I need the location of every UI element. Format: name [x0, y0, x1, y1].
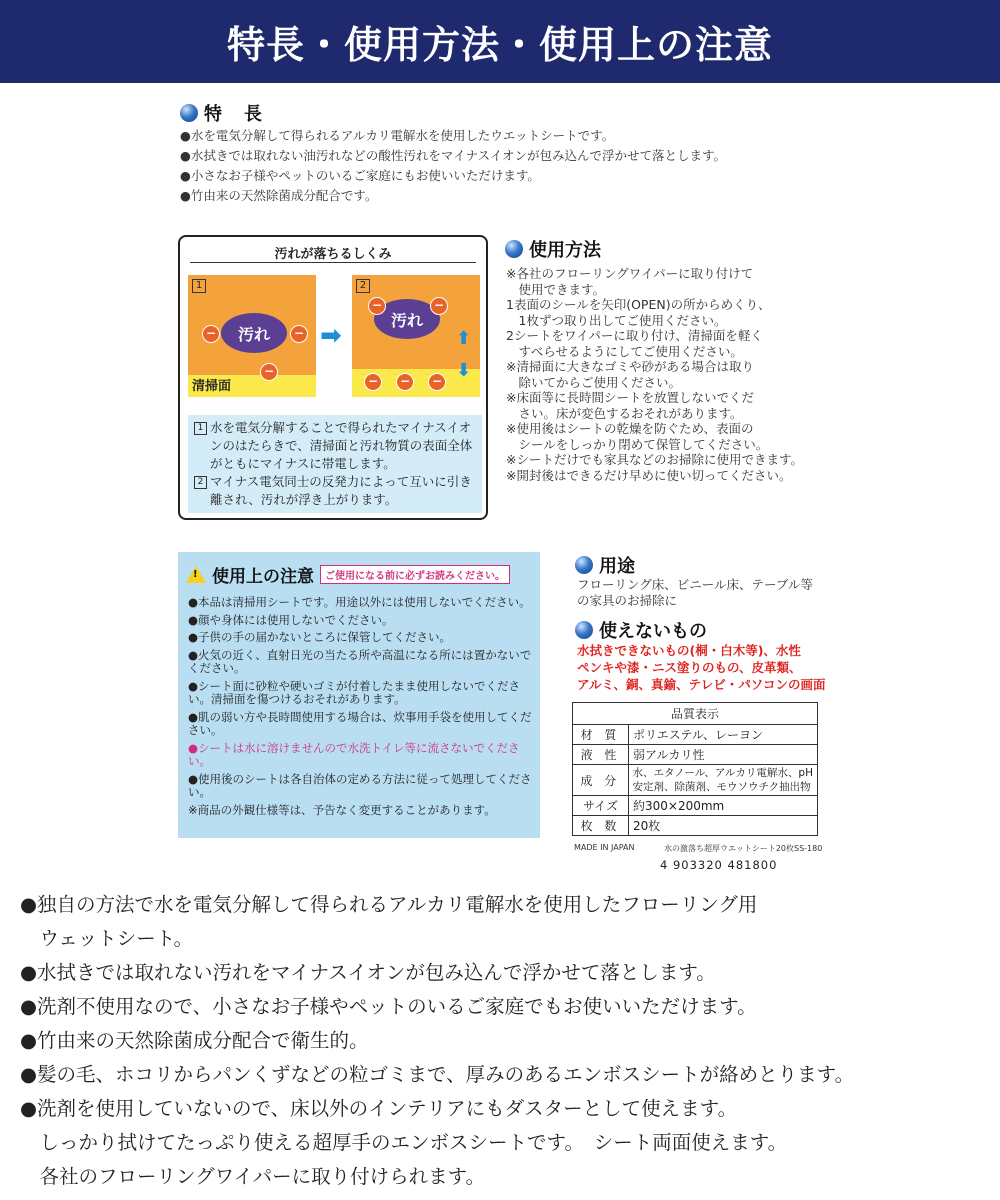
- quality-key: 液 性: [573, 745, 629, 764]
- origin-label: MADE IN JAPAN: [574, 843, 635, 852]
- feature-line: しっかり拭けてたっぷり使える超厚手のエンボスシートです。 シート両面使えます。: [20, 1131, 788, 1154]
- feature-line: ●髪の毛、ホコリからパンくずなどの粒ゴミまで、厚みのあるエンボスシートが絡めとります。: [20, 1063, 855, 1086]
- mechanism-panel-2: [352, 275, 480, 397]
- panel-number: 1: [192, 279, 206, 293]
- minus-ion-icon: −: [364, 373, 382, 391]
- minus-ion-icon: −: [430, 297, 448, 315]
- caution-line: ●本品は清掃用シートです。用途以外には使用しないでください。: [188, 595, 531, 609]
- minus-ion-icon: −: [368, 297, 386, 315]
- quality-value: 約300×200mm: [633, 799, 725, 813]
- quality-value: 20枚: [633, 819, 661, 833]
- usage-line: 1表面のシールを矢印(OPEN)の所からめくり、: [506, 297, 771, 312]
- not-usable-line: 水拭きできないもの(桐・白木等)、水性: [577, 643, 801, 658]
- usage-line: ※各社のフローリングワイパーに取り付けて: [506, 266, 754, 281]
- usage-line: シールをしっかり閉めて保管してください。: [506, 436, 769, 452]
- usage-line: 使用できます。: [506, 281, 606, 297]
- features-line: ●水を電気分解して得られるアルカリ電解水を使用したウエットシートです。: [180, 128, 615, 143]
- mechanism-panel-1: [188, 275, 316, 397]
- caution-badge: ご使用になる前に必ずお読みください。: [320, 565, 510, 584]
- caution-heading: [186, 562, 510, 587]
- quality-row: [573, 765, 817, 796]
- item-text: マイナス電気同士の反発力によって互いに引き離され、汚れが浮き上がります。: [210, 474, 472, 507]
- usage-line: すべらせるようにしてご使用ください。: [506, 343, 743, 359]
- quality-row: [573, 796, 817, 816]
- usage-title: 使用方法: [529, 240, 601, 261]
- feature-line: ●水拭きでは取れない汚れをマイナスイオンが包み込んで浮かせて落とします。: [20, 961, 716, 984]
- blue-ball-icon: [180, 104, 198, 122]
- item-number: 2: [194, 476, 207, 489]
- barcode-number: 4 903320 481800: [660, 858, 778, 872]
- blue-ball-icon: [575, 556, 593, 574]
- feature-line: 各社のフローリングワイパーに取り付けられます。: [20, 1165, 486, 1188]
- quality-value: [629, 765, 817, 795]
- minus-ion-icon: −: [428, 373, 446, 391]
- dirt-oval: 汚れ: [374, 299, 440, 339]
- features-line: ●竹由来の天然除菌成分配合です。: [180, 188, 378, 203]
- usage-line: ※開封後はできるだけ早めに使い切ってください。: [506, 467, 792, 483]
- not-usable-text: [577, 642, 826, 693]
- mechanism-box: [178, 235, 488, 520]
- feature-line: ●洗剤を使用していないので、床以外のインテリアにもダスターとして使えます。: [20, 1097, 738, 1120]
- not-usable-line: アルミ、銅、真鍮、テレビ・パソコンの画面: [577, 677, 826, 692]
- usage-line: 1枚ずつ取り出してご使用ください。: [506, 312, 727, 328]
- quality-table: [572, 702, 818, 836]
- quality-value: ポリエステル、レーヨン: [633, 728, 763, 742]
- minus-ion-icon: −: [260, 363, 278, 381]
- panel-number: 2: [356, 279, 370, 293]
- mechanism-title: 汚れが落ちるしくみ: [190, 243, 476, 263]
- features-list: [180, 126, 726, 206]
- ingredient-line: 安定剤、除菌剤、モウソウチク抽出物: [632, 781, 811, 793]
- usage-line: ※使用後はシートの乾燥を防ぐため、表面の: [506, 421, 754, 436]
- feature-line: ●洗剤不使用なので、小さなお子様やペットのいるご家庭でもお使いいただけます。: [20, 995, 757, 1018]
- mechanism-item: [194, 419, 476, 473]
- caution-list: [188, 596, 533, 817]
- minus-ion-icon: −: [202, 325, 220, 343]
- not-usable-line: ペンキや漆・ニス塗りのもの、皮革類、: [577, 660, 802, 675]
- minus-ion-icon: −: [290, 325, 308, 343]
- caution-line: ●火気の近く、直射日光の当たる所や高温になる所には置かないでください。: [188, 647, 532, 675]
- caution-box: [178, 552, 540, 838]
- purpose-line: フローリング床、ビニール床、テーブル等: [577, 577, 813, 592]
- blue-ball-icon: [575, 621, 593, 639]
- dirt-oval: 汚れ: [221, 313, 287, 353]
- usage-heading: [505, 236, 601, 262]
- purpose-line: の家具のお掃除に: [577, 593, 678, 608]
- usage-line: さい。床が変色するおそれがあります。: [506, 405, 743, 421]
- not-usable-heading: [575, 617, 707, 643]
- blue-ball-icon: [505, 240, 523, 258]
- quality-key: サイズ: [573, 796, 629, 815]
- caution-line: ●子供の手の届かないところに保管してください。: [188, 630, 452, 644]
- purpose-title: 用途: [599, 556, 635, 577]
- warning-symbol: !: [193, 569, 198, 580]
- quality-row: [573, 745, 817, 765]
- quality-key: 枚 数: [573, 816, 629, 835]
- item-number: 1: [194, 422, 207, 435]
- product-code: 水の激落ち超厚ウエットシート20枚SS-180: [664, 844, 823, 853]
- usage-line: ※床面等に長時間シートを放置しないでくだ: [506, 390, 754, 405]
- ingredient-line: 水、エタノール、アルカリ電解水、pH: [632, 767, 813, 779]
- usage-line: 除いてからご使用ください。: [506, 374, 682, 390]
- quality-key: 材 質: [573, 725, 629, 744]
- right-arrow-icon: ➡: [320, 321, 342, 351]
- bottom-features: [20, 888, 990, 1194]
- feature-line: ●独自の方法で水を電気分解して得られるアルカリ電解水を使用したフローリング用: [20, 893, 758, 916]
- surface-label: 清掃面: [192, 379, 232, 394]
- up-down-arrow-icon: ⬆ ⬇: [456, 328, 472, 381]
- feature-line: ウェットシート。: [20, 927, 193, 950]
- quality-row: [573, 725, 817, 745]
- mechanism-explanation: [188, 415, 482, 513]
- quality-title: 品質表示: [573, 703, 817, 725]
- quality-key: 成 分: [573, 765, 629, 795]
- features-line: ●小さなお子様やペットのいるご家庭にもお使いいただけます。: [180, 168, 540, 183]
- usage-line: ※清掃面に大きなゴミや砂がある場合は取り: [506, 359, 754, 374]
- caution-line-warning: ●シートは水に溶けませんので水洗トイレ等に流さないでください。: [188, 740, 520, 768]
- warning-icon: [186, 566, 206, 583]
- quality-row: [573, 816, 817, 835]
- page-banner: [0, 0, 1000, 83]
- caution-line: ●使用後のシートは各自治体の定める方法に従って処理してください。: [188, 771, 532, 799]
- features-title: 特 長: [204, 104, 264, 125]
- mechanism-item: [194, 473, 476, 509]
- quality-value: 弱アルカリ性: [633, 748, 705, 762]
- item-text: 水を電気分解することで得られたマイナスイオンのはたらきで、清掃面と汚れ物質の表面全体がともにマイナスに帯電します。: [210, 420, 473, 471]
- purpose-text: [577, 577, 813, 609]
- usage-line: 2シートをワイパーに取り付け、清掃面を軽く: [506, 328, 763, 343]
- caution-title: 使用上の注意: [212, 567, 314, 587]
- caution-line: ●顔や身体には使用しないでください。: [188, 612, 394, 627]
- caution-line: ※商品の外観仕様等は、予告なく変更することがあります。: [188, 802, 496, 817]
- usage-line: ※シートだけでも家具などのお掃除に使用できます。: [506, 452, 803, 467]
- purpose-heading: [575, 552, 635, 578]
- feature-line: ●竹由来の天然除菌成分配合で衛生的。: [20, 1029, 369, 1052]
- features-heading: [180, 100, 264, 126]
- caution-line: ●シート面に砂粒や硬いゴミが付着したまま使用しないでください。清掃面を傷つけるおそれがあります。: [188, 678, 521, 706]
- banner-title: 特長・使用方法・使用上の注意: [226, 23, 773, 67]
- minus-ion-icon: −: [396, 373, 414, 391]
- not-usable-title: 使えないもの: [599, 621, 707, 642]
- usage-list: [506, 266, 803, 483]
- caution-line: ●肌の弱い方や長時間使用する場合は、炊事用手袋を使用してください。: [188, 709, 532, 737]
- features-line: ●水拭きでは取れない油汚れなどの酸性汚れをマイナスイオンが包み込んで浮かせて落とします。: [180, 148, 727, 163]
